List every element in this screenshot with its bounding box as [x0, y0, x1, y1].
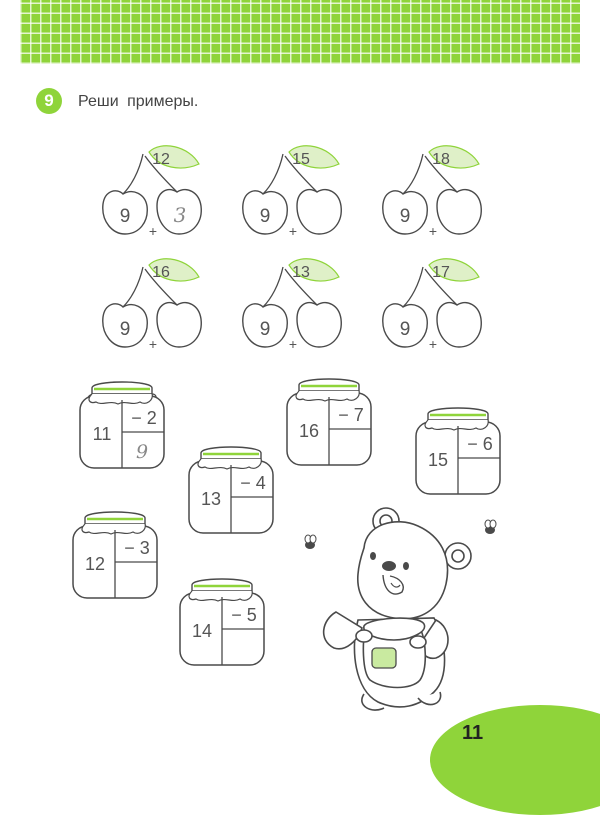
jar-subtract-number: − 5 — [231, 605, 257, 625]
cherry-top-number: 17 — [432, 264, 450, 281]
jar-subtract-number: − 6 — [467, 434, 493, 454]
cherry-top-number: 13 — [292, 264, 310, 281]
cherry-problem — [243, 259, 341, 352]
honey-jar-problem — [287, 379, 371, 465]
honey-jar-problem — [189, 447, 273, 533]
honey-jar-problem — [73, 512, 157, 598]
jar-total-number: 12 — [84, 554, 106, 574]
cherry-problem — [383, 146, 481, 239]
cherry-problem — [103, 259, 201, 352]
honey-jar-problem — [416, 408, 500, 494]
cherry-left-number: 9 — [399, 206, 411, 227]
cherry-problem — [103, 146, 201, 239]
plus-sign: + — [288, 223, 298, 239]
cherry-top-number: 12 — [152, 151, 170, 168]
cherry-left-number: 9 — [399, 319, 411, 340]
honey-jar-problem — [80, 382, 164, 468]
plus-sign: + — [428, 336, 438, 352]
jar-subtract-number: − 3 — [124, 538, 150, 558]
cherry-left-number: 9 — [259, 319, 271, 340]
cherry-left-number: 9 — [119, 319, 131, 340]
plus-sign: + — [428, 223, 438, 239]
plus-sign: + — [148, 336, 158, 352]
cherry-problem — [383, 259, 481, 352]
task-number-badge: 9 — [36, 88, 62, 114]
jar-subtract-number: − 7 — [338, 405, 364, 425]
jar-total-number: 15 — [427, 450, 449, 470]
cherry-left-number: 9 — [259, 206, 271, 227]
cherry-left-number: 9 — [119, 206, 131, 227]
jar-total-number: 14 — [191, 621, 213, 641]
task-instruction: Реши примеры. — [78, 93, 199, 110]
jar-total-number: 11 — [92, 424, 112, 444]
cherry-top-number: 18 — [432, 151, 450, 168]
bear-illustration — [324, 508, 471, 710]
jar-answer[interactable]: 9 — [135, 441, 149, 463]
plus-sign: + — [148, 223, 158, 239]
jar-subtract-number: − 4 — [240, 473, 266, 493]
jar-total-number: 16 — [298, 421, 320, 441]
honey-jar-problem — [180, 579, 264, 665]
plus-sign: + — [288, 336, 298, 352]
cherry-problem — [243, 146, 341, 239]
bee-icon — [485, 520, 496, 534]
cherry-top-number: 15 — [292, 151, 310, 168]
jar-total-number: 13 — [200, 489, 222, 509]
bee-icon — [305, 535, 316, 549]
jar-subtract-number: − 2 — [131, 408, 157, 428]
cherry-top-number: 16 — [152, 264, 170, 281]
page-number: 11 — [462, 722, 484, 744]
cherry-right-answer[interactable]: 3 — [173, 203, 187, 227]
